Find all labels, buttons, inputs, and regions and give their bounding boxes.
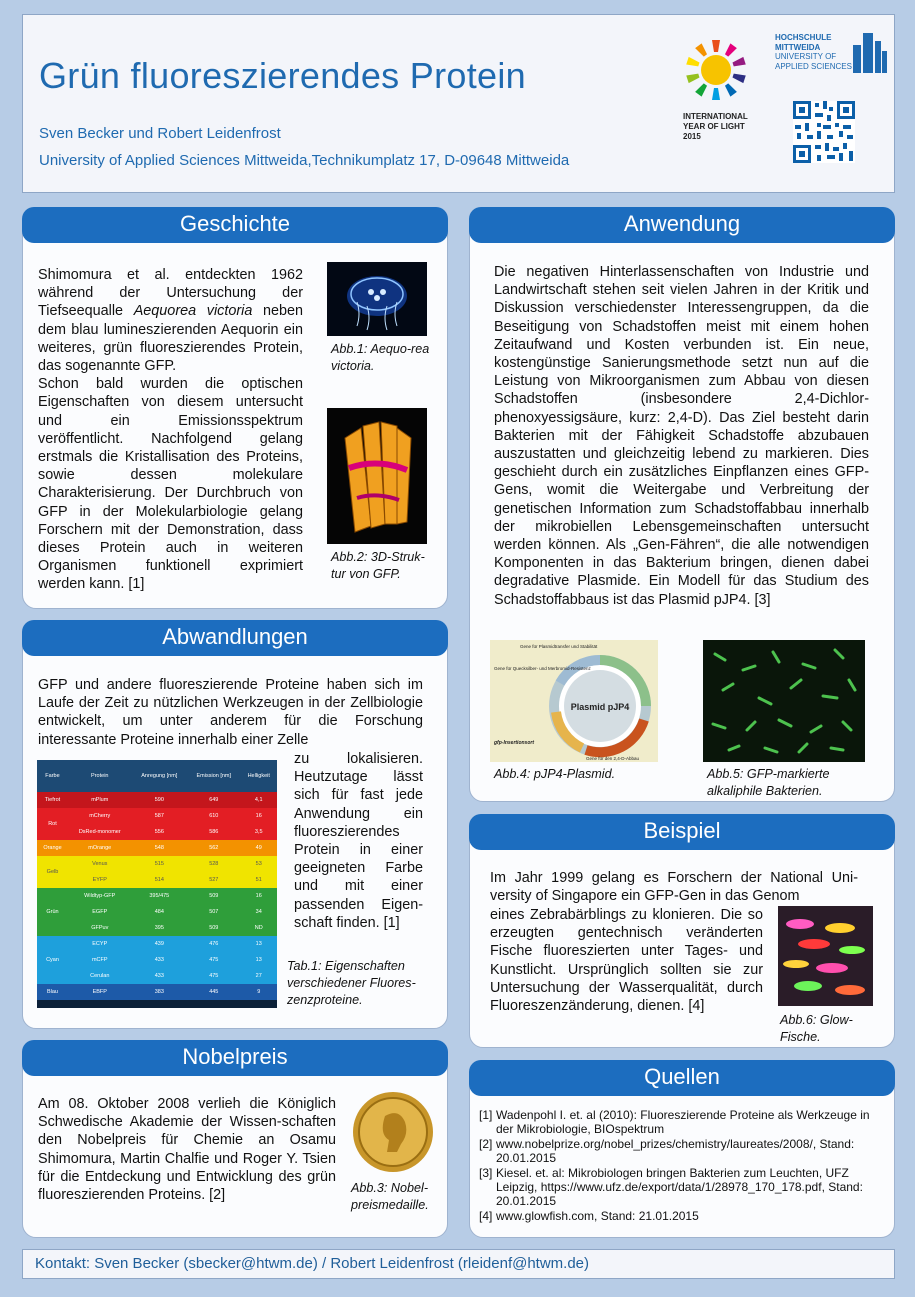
- reference-item: [3] Kiesel. et. al: Mikrobiologen bringen Bakterien zum Leuchten, UFZ Leipzig, https://www.ufz.de/export/data/1/28978_170_178.pdf, Stand: 20.01.2015: [479, 1165, 863, 1209]
- nobel-medal-image: [351, 1090, 435, 1174]
- table-cell: mOrange: [88, 845, 112, 851]
- table-cell: 475: [209, 973, 219, 979]
- plasmid-label-resistance: Gene für Quecksilber- und Merbromid-Resistenz: [494, 666, 591, 671]
- table-cell: 587: [154, 813, 164, 819]
- table-cell: 439: [154, 941, 164, 947]
- table-cell: 610: [209, 813, 219, 819]
- gfp-structure-image: [327, 408, 427, 544]
- table-cell: 4,1: [254, 797, 263, 803]
- table-cell: 53: [255, 861, 262, 867]
- plasmid-label-transfer: Gene für Plasmidtransfer und Stabilität: [520, 644, 598, 649]
- table-cell: ECYP: [92, 941, 108, 947]
- table-row: [37, 952, 277, 968]
- table-cell: EBFP: [92, 989, 107, 995]
- contact-footer: Kontakt: Sven Becker (sbecker@htwm.de) / Robert Leidenfrost (rleidenf@htwm.de): [22, 1249, 895, 1279]
- table-cell: mCherry: [89, 813, 111, 819]
- table-cell: 548: [154, 845, 164, 851]
- beispiel-p2: eines Zebrabärblings zu klonieren. Die so erzeugten gentechnisch veränderten Fische fluoreszierten unter Tages- und Kunstlicht. Ursprünglich sollten sie zur Untersuchung der Wasserqualität, durch Fluoreszenzänderung, dienen. [4]: [490, 907, 763, 1015]
- section-title-beispiel: Beispiel: [469, 814, 895, 850]
- table-color-cell: Tiefrot: [44, 797, 61, 803]
- table-cell: 509: [209, 925, 219, 931]
- table-cell: 16: [255, 813, 262, 819]
- table-cell: 562: [209, 845, 219, 851]
- table-cell: GFPuv: [91, 925, 109, 931]
- table-cell: 476: [209, 941, 219, 947]
- hs-line-3: UNIVERSITY OF: [775, 52, 837, 61]
- plasmid-name: Plasmid pJP4: [570, 702, 630, 712]
- section-title-nobelpreis: Nobelpreis: [22, 1040, 448, 1076]
- caption-tab1: Tab.1: Eigenschaften verschiedener Fluores-zenzproteine.: [287, 959, 416, 1007]
- hs-line-1: HOCHSCHULE: [775, 33, 832, 42]
- fp-table: [37, 760, 277, 1000]
- table-cell: EGFP: [92, 909, 108, 915]
- reference-item: [2] www.nobelprize.org/nobel_prizes/chemistry/laureates/2008/, Stand: 20.01.2015: [479, 1136, 855, 1166]
- table-cell: 484: [154, 909, 164, 915]
- table-header-cell: Emission [nm]: [187, 760, 240, 792]
- jellyfish-image: [327, 262, 427, 336]
- iyl-line-1: INTERNATIONAL: [683, 112, 748, 121]
- caption-abb2: Abb.2: 3D-Struk-tur von GFP.: [331, 550, 425, 581]
- geschichte-p2: Schon bald wurden die optischen Eigenschaften von diesem untersucht und ein Emissionsspektrum veröffentlicht. Nachfolgend gelang erstmals die Kristallisation des Proteins, sowie dessen molekulare Charakterisierung. Der Durchbruch von GFP in der Molekularbiologie gelang Forschern mit der Demonstration, dass dieses Protein auch in weiteren Organismen funktionell exprimiert werden kann. [1]: [38, 376, 303, 593]
- table-cell: 433: [154, 957, 164, 963]
- table-row: [37, 856, 277, 872]
- table-cell: 395/475: [149, 893, 170, 899]
- table-color-cell: Cyan: [46, 957, 59, 963]
- table-cell: 51: [255, 877, 262, 883]
- abwandlungen-p2: zu lokalisieren. Heutzutage lässt sich für fast jede Anwendung ein fluoreszierendes Protein in einer geeigneten Farbe und mit einer passenden Eigen-schaft finden. [1]: [294, 751, 423, 931]
- table-cell: 395: [154, 925, 164, 931]
- table-row: [37, 984, 277, 1000]
- table-header-cell: Anregung [nm]: [132, 760, 188, 792]
- table-cell: 586: [209, 829, 219, 835]
- table-cell: 34: [255, 909, 262, 915]
- building-icon: [853, 33, 887, 73]
- abwandlungen-p1: GFP und andere fluoreszierende Proteine haben sich im Laufe der Zeit zu nützlichen Werkzeugen in der Zellbiologie entwickelt, um unter anderem für die Forschung interessante Proteine innerhalb einer Zelle: [38, 677, 423, 748]
- table-cell: 649: [209, 797, 219, 803]
- table-cell: Wildtyp-GFP: [84, 893, 116, 899]
- table-cell: 3,5: [254, 829, 263, 835]
- geschichte-species: Aequorea victoria: [133, 303, 253, 320]
- anwendung-text: Die negativen Hinterlassenschaften von Industrie und Landwirtschaft stehen seit vielen Jahren in der Kritik und Diskussion verschiedenster Interessengruppen, da die Beseitigung von Schadstoffen meist mit einem hohen Zeitaufwand und Kosten verbunden ist. Ein neue, kostengünstige Sanierungsmethode setzt nun auf die Leistung von Mikroorganismen zum Abbau von diesen Schadstoffen (insbesondere 2,4-Dichlor-phenoxyessigsäure, kurz: 2,4-D). Das Ziel besteht darin Bakterien mit der Fähigkeit Schadstoffe abzubauen auszustatten und gleichzeitig lebend zu markieren. Dies geschieht durch ein zusätzliches Einpflanzen eines GFP-Gens, womit die Weitergabe und Verbreitung der genetischen Information zum Schadstoffabbau innerhalb der mikrobiellen Lebensgemeinschaften untersucht werden können. Als „Gen-Fähren“, die alle notwendigen Komponenten in das Bakterium bringen, dienen dabei degradative Plasmide. Ein Modell für das Studium des Schadstoffabbaus ist das Plasmid pJP4. [3]: [494, 264, 869, 608]
- table-color-cell: Blau: [46, 989, 58, 995]
- caption-abb6: Abb.6: Glow-Fische.: [780, 1013, 853, 1044]
- poster-affiliation: University of Applied Sciences Mittweida,Technikumplatz 17, D-09648 Mittweida: [39, 152, 570, 169]
- table-row: [37, 840, 277, 856]
- section-title-geschichte: Geschichte: [22, 207, 448, 243]
- table-cell: 13: [255, 957, 262, 963]
- plasmid-label-insertion: gfp-Insertionsort: [494, 740, 534, 746]
- table-cell: 590: [154, 797, 164, 803]
- table-cell: 16: [255, 893, 262, 899]
- table-cell: 49: [255, 845, 262, 851]
- geschichte-p1b: neben dem blau lumineszierenden Aequorin ein weiteres, grün fluoreszierendes Protein, das sogenannte GFP.: [38, 303, 303, 375]
- table-cell: 527: [209, 877, 219, 883]
- table-cell: 13: [255, 941, 262, 947]
- reference-list: [479, 1108, 889, 1223]
- plasmid-pjp4-diagram: [490, 640, 658, 762]
- table-cell: 27: [255, 973, 262, 979]
- fluorescent-protein-table: [37, 760, 277, 1008]
- hs-line-2: MITTWEIDA: [775, 42, 821, 52]
- table-cell: DsRed-monomer: [78, 829, 121, 835]
- gfp-bacteria-image: [703, 640, 865, 762]
- table-color-cell: Grün: [46, 909, 59, 915]
- year-of-light-logo: [683, 37, 763, 142]
- table-cell: ND: [254, 925, 263, 931]
- qr-code-icon: [793, 101, 855, 163]
- table-cell: 383: [154, 989, 164, 995]
- table-row: [37, 808, 277, 824]
- table-cell: 509: [209, 893, 219, 899]
- poster-authors: Sven Becker und Robert Leidenfrost: [39, 125, 281, 142]
- caption-abb4: Abb.4: pJP4-Plasmid.: [494, 767, 616, 781]
- table-color-cell: Rot: [48, 821, 57, 827]
- iyl-line-2: YEAR OF LIGHT: [683, 122, 745, 131]
- table-row: [37, 872, 277, 888]
- table-row: [37, 936, 277, 952]
- table-header-cell: Farbe: [37, 760, 68, 792]
- table-color-cell: Orange: [43, 845, 62, 851]
- section-title-anwendung: Anwendung: [469, 207, 895, 243]
- geschichte-p1a: Shimomura et al. entdeckten 1962 während der Untersuchung der Tiefseequalle: [38, 267, 303, 320]
- table-color-cell: Gelb: [46, 869, 59, 875]
- table-header-cell: Helligkeit: [240, 760, 277, 792]
- table-cell: EYFP: [92, 877, 107, 883]
- caption-abb5: Abb.5: GFP-markierte alkaliphile Bakterien.: [707, 767, 830, 798]
- table-cell: 514: [154, 877, 164, 883]
- table-cell: 507: [209, 909, 219, 915]
- table-cell: 445: [209, 989, 219, 995]
- plasmid-label-degradation: Gene für den 2,4-D-Abbau: [586, 756, 640, 761]
- hochschule-logo: [775, 33, 887, 73]
- poster-title: Grün fluoreszierendes Protein: [39, 55, 526, 96]
- table-header-cell: Protein: [68, 760, 132, 792]
- caption-abb1: Abb.1: Aequo-rea victoria.: [331, 342, 430, 373]
- table-cell: 433: [154, 973, 164, 979]
- table-row: [37, 968, 277, 984]
- beispiel-p1: Im Jahr 1999 gelang es Forschern der National Uni-versity of Singapore ein GFP-Gen in das Genom: [490, 870, 858, 905]
- poster-header: [22, 14, 895, 193]
- reference-item: [4] www.glowfish.com, Stand: 21.01.2015: [479, 1208, 699, 1223]
- caption-abb3: Abb.3: Nobel-preismedaille.: [351, 1181, 429, 1212]
- geschichte-text: [38, 266, 303, 594]
- table-cell: 9: [257, 989, 261, 995]
- nobelpreis-text: Am 08. Oktober 2008 verlieh die Königlich Schwedische Akademie der Wissen-schaften den Nobelpreis für Chemie an Osamu Shimomura, Martin Chalfie und Roger Y. Tsien für die Entdeckung und Entwicklung des grün fluoreszierenden Proteins. [2]: [38, 1096, 336, 1204]
- table-row: [37, 920, 277, 936]
- table-row: [37, 824, 277, 840]
- table-row: [37, 792, 277, 808]
- table-cell: mPlum: [91, 797, 109, 803]
- sun-icon: [683, 37, 749, 103]
- hs-line-4: APPLIED SCIENCES: [775, 61, 852, 71]
- glowfish-image: [778, 906, 873, 1006]
- table-cell: 515: [154, 861, 164, 867]
- table-cell: mCFP: [91, 957, 108, 963]
- table-cell: Cerulan: [90, 973, 110, 979]
- section-title-quellen: Quellen: [469, 1060, 895, 1096]
- table-row: [37, 888, 277, 904]
- section-title-abwandlungen: Abwandlungen: [22, 620, 448, 656]
- table-cell: Venus: [92, 861, 108, 867]
- table-cell: 556: [154, 829, 164, 835]
- iyl-line-3: 2015: [683, 132, 701, 141]
- table-cell: 475: [209, 957, 219, 963]
- table-cell: 528: [209, 861, 219, 867]
- table-row: [37, 904, 277, 920]
- reference-item: [1] Wadenpohl I. et. al (2010): Fluoreszierende Proteine als Werkzeuge in der Mikrobiologie, BIOspektrum: [479, 1108, 870, 1137]
